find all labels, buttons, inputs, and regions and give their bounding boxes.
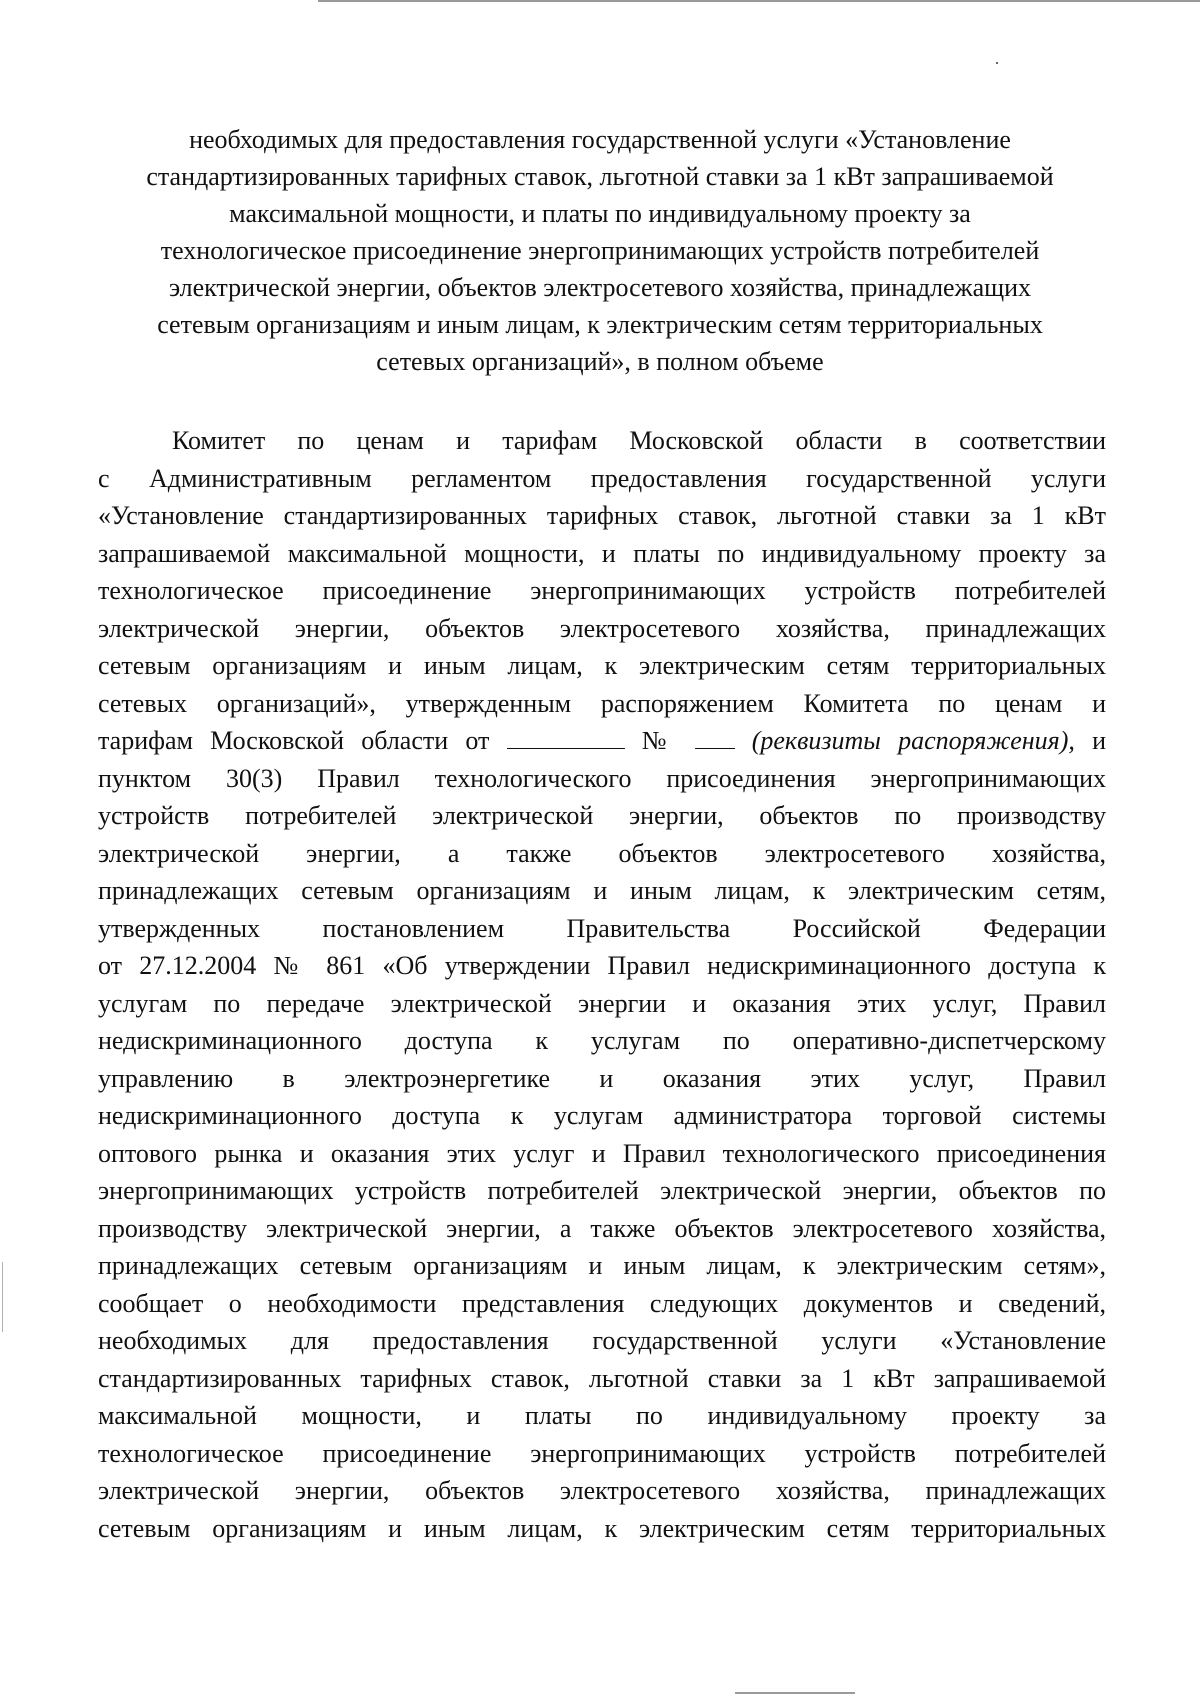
body-line: принадлежащих сетевым организациям и иным лицам, к электрическим сетям», [98,1251,1106,1280]
body-line: запрашиваемой максимальной мощности, и платы по индивидуальному проекту за [98,538,1106,568]
document-heading [92,121,1108,380]
body-line: стандартизированных тарифных ставок, льготной ставки за 1 кВт запрашиваемой [98,1363,1106,1393]
body-line: принадлежащих сетевым организациям и иным лицам, к электрическим сетям, [98,876,1106,905]
body-line: услугам по передаче электрической энергии и оказания этих услуг, Правил [98,988,1106,1018]
body-line: сетевым организациям и иным лицам, к электрическим сетям территориальных [98,651,1106,680]
heading-line: максимальной мощности, и платы по индивидуальному проекту за [229,199,971,228]
body-line-with-blanks [98,722,1106,760]
scan-edge-left [2,1262,3,1332]
body-line: максимальной мощности, и платы по индивидуальному проекту за [98,1401,1106,1430]
scan-edge-top [318,0,1200,2]
body-line: электрической энергии, объектов электросетевого хозяйства, принадлежащих [98,613,1106,643]
body-line: сообщает о необходимости представления следующих документов и сведений, [98,1288,1106,1318]
body-line: с Административным регламентом предоставления государственной услуги [98,463,1106,493]
body-line: оптового рынка и оказания этих услуг и Правил технологического присоединения [98,1138,1106,1168]
heading-line: сетевых организаций», в полном объеме [376,347,824,376]
body-line: производству электрической энергии, а также объектов электросетевого хозяйства, [98,1213,1106,1243]
scan-edge-bottom [735,1692,855,1694]
heading-line: электрической энергии, объектов электросетевого хозяйства, принадлежащих [168,273,1032,302]
body-paragraph [98,422,1106,1547]
body-line: энергопринимающих устройств потребителей электрической энергии, объектов по [98,1176,1106,1205]
body-line: недискриминационного доступа к услугам по оперативно-диспетчерскому [98,1026,1106,1055]
body-line-text: и [1092,726,1106,755]
body-line: необходимых для предоставления государственной услуги «Установление [98,1326,1106,1355]
body-line-text: тарифам Московской области от [98,726,490,755]
body-line: электрической энергии, объектов электросетевого хозяйства, принадлежащих [98,1476,1106,1505]
number-blank-field [695,726,735,749]
number-sign: № [641,726,678,755]
body-line: технологическое присоединение энергопринимающих устройств потребителей [98,576,1106,605]
body-line: электрической энергии, а также объектов электросетевого хозяйства, [98,838,1106,868]
order-details-placeholder: (реквизиты распоряжения), [751,726,1075,755]
body-line: пунктом 30(3) Правил технологического присоединения энергопринимающих [98,763,1106,793]
heading-line: сетевым организациям и иным лицам, к электрическим сетям территориальных [157,310,1043,339]
scan-speck [996,62,998,64]
body-line: недискриминационного доступа к услугам администратора торговой системы [98,1101,1106,1130]
body-line: сетевых организаций», утвержденным распоряжением Комитета по ценам и [98,688,1106,718]
body-line: сетевым организациям и иным лицам, к электрическим сетям территориальных [98,1513,1106,1543]
body-line: управлению в электроэнергетике и оказания этих услуг, Правил [98,1063,1106,1093]
body-line: от 27.12.2004 № 861 «Об утверждении Правил недискриминационного доступа к [98,951,1106,980]
date-blank-field [507,726,625,749]
body-line: Комитет по ценам и тарифам Московской области в соответствии [172,426,1106,455]
heading-line: необходимых для предоставления государственной услуги «Установление [189,125,1011,154]
body-line: устройств потребителей электрической энергии, объектов по производству [98,801,1106,830]
body-line: «Установление стандартизированных тарифных ставок, льготной ставки за 1 кВт [98,501,1106,530]
body-line: утвержденных постановлением Правительства Российской Федерации [98,913,1106,943]
heading-line: стандартизированных тарифных ставок, льготной ставки за 1 кВт запрашиваемой [146,162,1054,191]
body-line: технологическое присоединение энергопринимающих устройств потребителей [98,1438,1106,1468]
heading-line: технологическое присоединение энергопринимающих устройств потребителей [160,236,1040,265]
